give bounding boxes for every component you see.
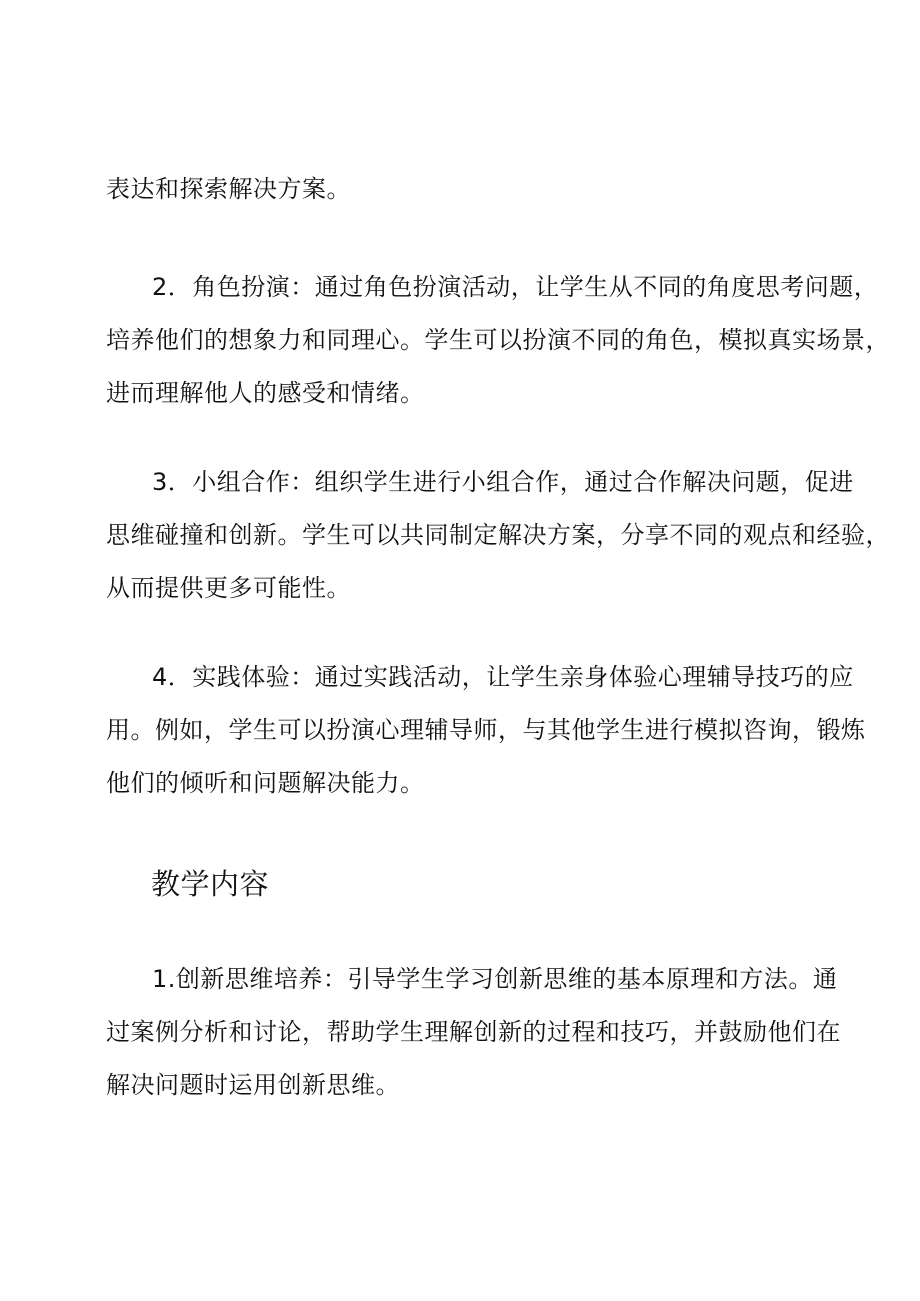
paragraph-line: 培养他们的想象力和同理心。学生可以扮演不同的角色，模拟真实场景， [106, 326, 890, 354]
paragraph-line: 用。例如，学生可以扮演心理辅导师，与其他学生进行模拟咨询，锻炼 [106, 716, 866, 744]
paragraph-line: 过案例分析和讨论，帮助学生理解创新的过程和技巧，并鼓励他们在 [106, 1018, 841, 1046]
paragraph-line: 4．实践体验：通过实践活动，让学生亲身体验心理辅导技巧的应 [152, 663, 854, 691]
paragraph-line: 进而理解他人的感受和情绪。 [106, 379, 425, 407]
paragraph-line: 表达和探索解决方案。 [106, 175, 351, 203]
section-heading: 教学内容 [151, 867, 270, 901]
paragraph-line: 3．小组合作：组织学生进行小组合作，通过合作解决问题，促进 [152, 468, 854, 496]
paragraph-continuation [106, 163, 826, 216]
paragraph-line: 他们的倾听和问题解决能力。 [106, 769, 425, 797]
paragraph-line: 1.创新思维培养：引导学生学习创新思维的基本原理和方法。通 [152, 965, 838, 993]
paragraph-line: 解决问题时运用创新思维。 [106, 1071, 400, 1099]
paragraph-practice-experience [106, 651, 866, 810]
paragraph-line: 思维碰撞和创新。学生可以共同制定解决方案，分享不同的观点和经验， [106, 521, 890, 549]
paragraph-line: 2．角色扮演：通过角色扮演活动，让学生从不同的角度思考问题， [152, 273, 879, 301]
paragraph-group-cooperation [106, 456, 890, 615]
paragraph-role-play [106, 261, 890, 420]
paragraph-line: 从而提供更多可能性。 [106, 574, 351, 602]
paragraph-innovative-thinking [106, 953, 841, 1112]
